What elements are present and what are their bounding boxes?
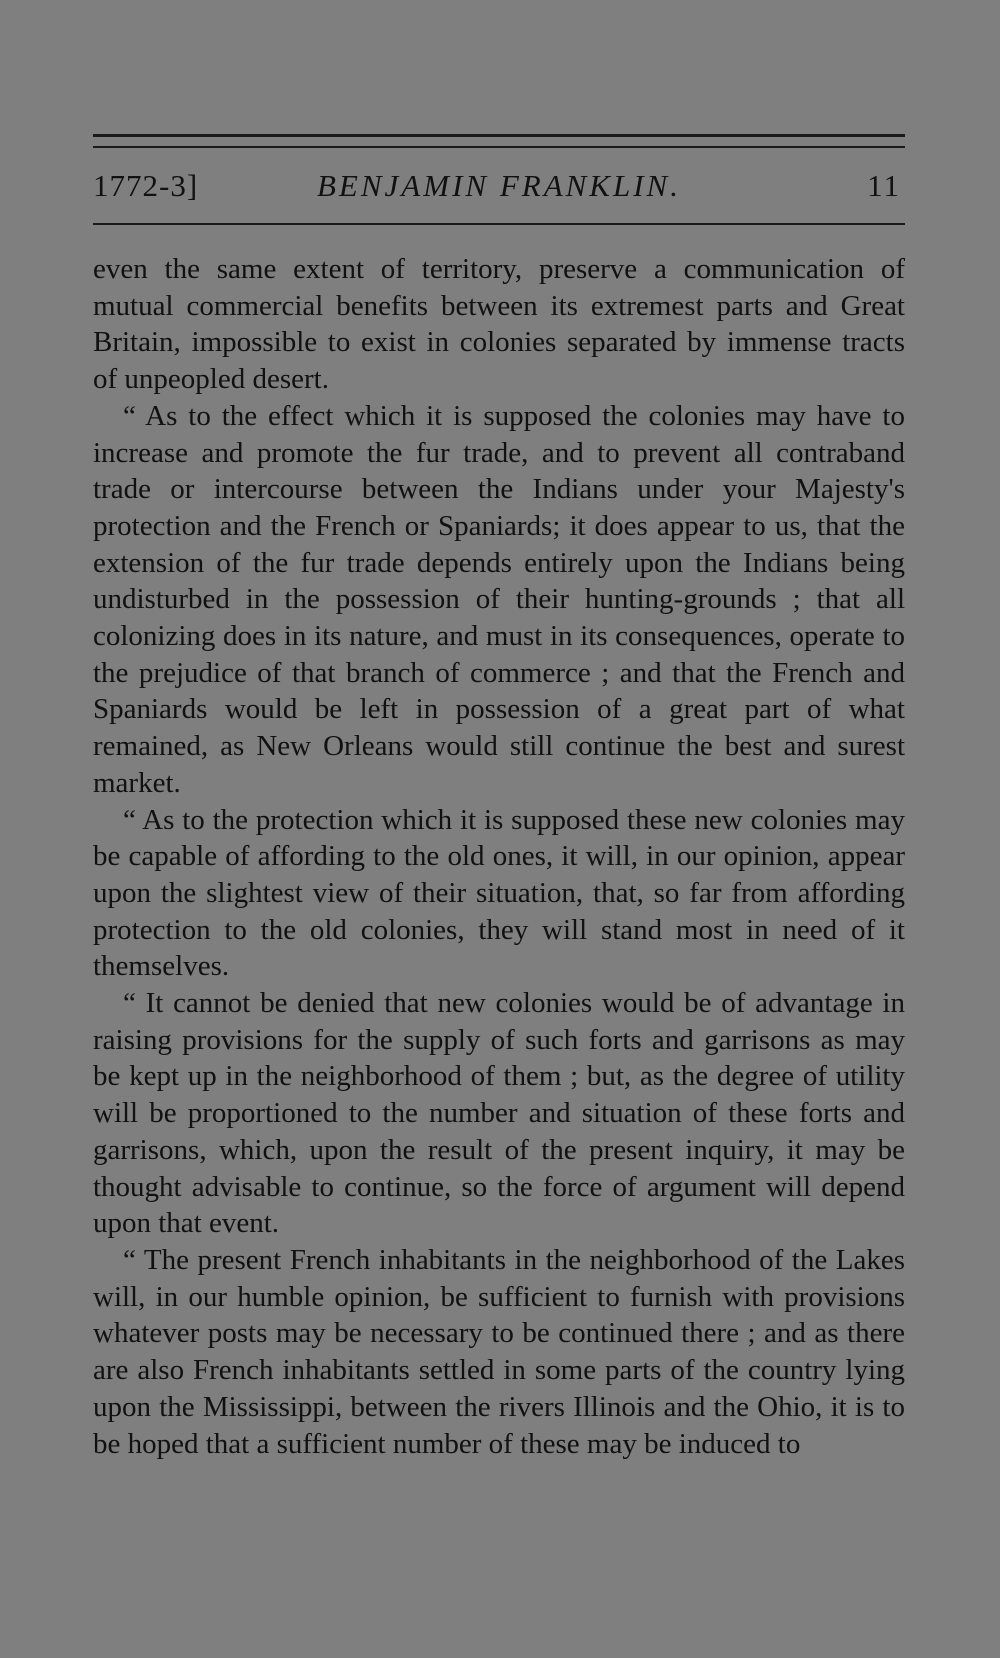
- paragraph-continuation: even the same extent of territory, preserve a communication of mutual commercial benefits between its extremest parts and Great Britain, impossible to exist in colonies separated by immense tracts of unpeopled desert.: [93, 253, 905, 396]
- paragraph-fur-trade: “ As to the effect which it is supposed the colonies may have to increase and promote the fur trade, and to prevent all contraband trade or intercourse between the Indians under your Majesty's protection and the French or Spaniards; it does appear to us, that the extension of the fur trade depends entirely upon the Indians being undisturbed in the possession of their hunting-grounds ; that all colonizing does in its nature, and must in its consequences, operate to the prejudice of that branch of commerce ; and that the French and Spaniards would be left in possession of a great part of what remained, as New Orleans would still continue the best and surest market.: [93, 399, 905, 799]
- running-head: [93, 166, 905, 206]
- header-rule: [93, 223, 905, 225]
- paragraph-provisions: “ It cannot be denied that new colonies would be of advantage in raising provisions for the supply of such forts and garrisons as may be kept up in the neighborhood of them ; but, as the degree of utility will be proportioned to the number and situation of these forts and garrisons, which, upon the result of the present inquiry, it may be thought advisable to continue, so the force of argument will depend upon that event.: [93, 987, 905, 1240]
- paragraph-protection: “ As to the protection which it is supposed these new colonies may be capable of affording to the old ones, it will, in our opinion, appear upon the slightest view of their situation, that, so far from affording protection to the old colonies, they will stand most in need of it themselves.: [93, 803, 905, 983]
- page-number: 11: [867, 168, 901, 203]
- top-rule-secondary: [93, 146, 905, 148]
- running-head-title: BENJAMIN FRANKLIN.: [317, 168, 681, 203]
- top-rule: [93, 134, 905, 137]
- body-text: [93, 251, 905, 1462]
- running-head-years: 1772-3]: [93, 168, 199, 203]
- book-page: [93, 0, 905, 1658]
- paragraph-french-inhabitants: “ The present French inhabitants in the neighborhood of the Lakes will, in our humble opinion, be sufficient to furnish with provisions whatever posts may be necessary to be continued there ; and as there are also French inhabitants settled in some parts of the country lying upon the Mississippi, between the rivers Illinois and the Ohio, it is to be hoped that a sufficient number of these may be induced to: [93, 1243, 905, 1460]
